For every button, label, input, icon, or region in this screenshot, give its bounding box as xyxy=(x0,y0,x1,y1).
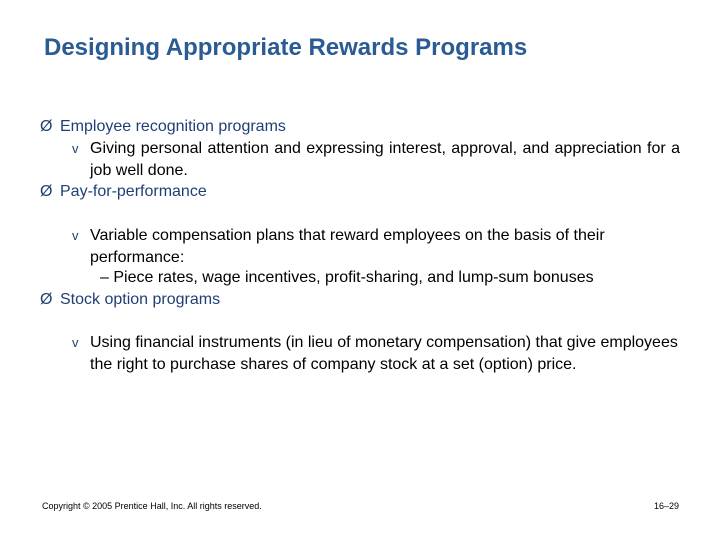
sub-bullet-variable-compensation xyxy=(72,225,680,269)
bullet-pay-for-performance xyxy=(40,181,207,203)
sub-bullet-text: Variable compensation plans that reward employees on the basis of their performance: xyxy=(90,227,605,266)
footer-copyright: Copyright © 2005 Prentice Hall, Inc. All rights reserved. xyxy=(42,501,262,511)
bullet-stock-option-programs xyxy=(40,289,220,311)
sub-sub-bullet-pay-types: – Piece rates, wage incentives, profit-sharing, and lump-sum bonuses xyxy=(100,269,594,286)
diamond-bullet-icon: v xyxy=(72,335,79,350)
diamond-bullet-icon: v xyxy=(72,141,79,156)
bullet-employee-recognition xyxy=(40,116,286,138)
sub-bullet-text: Giving personal attention and expressing interest, approval, and appreciation for a job well done. xyxy=(90,140,680,179)
bullet-label: Stock option programs xyxy=(60,291,221,308)
arrow-bullet-icon: Ø xyxy=(40,118,53,135)
sub-bullet-stock-options-detail xyxy=(72,332,680,376)
slide-title: Designing Appropriate Rewards Programs xyxy=(44,34,528,61)
bullet-label: Pay-for-performance xyxy=(60,183,207,200)
footer-page-number: 16–29 xyxy=(653,501,679,511)
arrow-bullet-icon: Ø xyxy=(40,291,53,308)
diamond-bullet-icon: v xyxy=(72,228,79,243)
arrow-bullet-icon: Ø xyxy=(40,183,53,200)
sub-bullet-recognition-detail xyxy=(72,138,680,182)
sub-bullet-text: Using financial instruments (in lieu of monetary compensation) that give employees the right to purchase shares of company stock at a set (option) price. xyxy=(90,334,678,373)
bullet-label: Employee recognition programs xyxy=(60,118,286,135)
